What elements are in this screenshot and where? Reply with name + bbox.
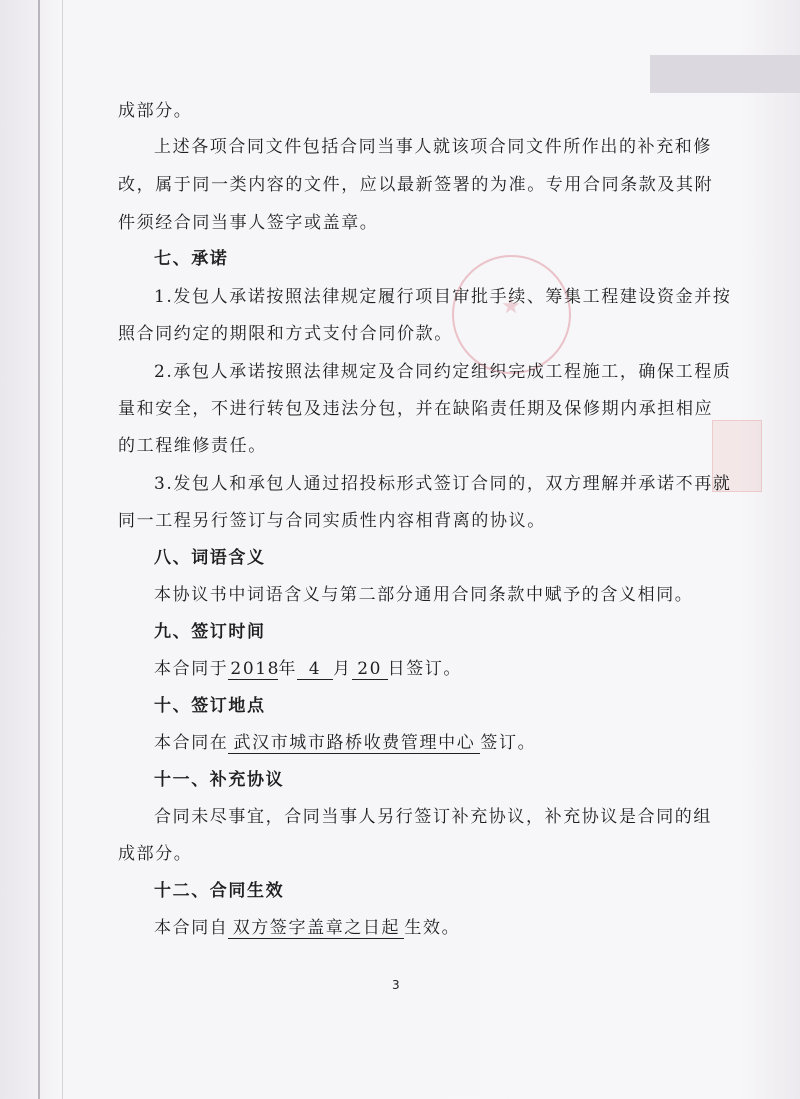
effective-suffix: 生效。 <box>404 918 461 938</box>
sign-place-suffix: 签订。 <box>480 733 537 753</box>
paragraph-line: 2.承包人承诺按照法律规定及合同约定组织完成工程施工，确保工程质 <box>154 362 732 382</box>
section-heading: 七、承诺 <box>154 249 229 269</box>
binding-line <box>38 0 40 1099</box>
page-edge-shadow <box>650 55 800 93</box>
section-heading: 九、签订时间 <box>154 622 266 642</box>
paragraph-line: 同一工程另行签订与合同实质性内容相背离的协议。 <box>118 511 546 531</box>
section-heading: 八、词语含义 <box>154 548 266 568</box>
paragraph-line: 合同未尽事宜，合同当事人另行签订补充协议，补充协议是合同的组 <box>154 807 712 827</box>
paragraph-line: 量和安全，不进行转包及违法分包，并在缺陷责任期及保修期内承担相应 <box>118 399 714 419</box>
sign-time-line <box>154 658 462 680</box>
sign-place-line <box>154 732 536 754</box>
sign-place-prefix: 本合同在 <box>154 733 229 753</box>
paragraph-line: 3.发包人和承包人通过招投标形式签订合同的，双方理解并承诺不再就 <box>154 474 732 494</box>
section-heading: 十、签订地点 <box>154 696 266 716</box>
paragraph-line: 1.发包人承诺按照法律规定履行项目审批手续、筹集工程建设资金并按 <box>154 287 732 307</box>
sign-day-field: 20 <box>352 660 388 680</box>
paragraph-line: 成部分。 <box>118 101 193 121</box>
page-number: 3 <box>392 978 400 992</box>
sign-time-prefix: 本合同于 <box>154 659 229 679</box>
effective-line <box>154 917 460 939</box>
sign-year-field: 2018 <box>230 659 281 679</box>
paragraph-line: 改，属于同一类内容的文件，应以最新签署的为准。专用合同条款及其附 <box>118 175 714 195</box>
seal-stamp-bleedthrough <box>452 255 571 374</box>
sign-place-field: 武汉市城市路桥收费管理中心 <box>228 734 480 754</box>
binding-line-inner <box>62 0 63 1099</box>
year-unit: 年 <box>278 659 298 679</box>
paragraph-line: 件须经合同当事人签字或盖章。 <box>118 213 379 233</box>
effective-prefix: 本合同自 <box>154 918 229 938</box>
sign-month-field: 4 <box>297 660 333 680</box>
paragraph-line: 照合同约定的期限和方式支付合同价款。 <box>118 324 453 344</box>
month-unit: 月 <box>333 659 352 679</box>
paragraph-line: 本协议书中词语含义与第二部分通用合同条款中赋予的含义相同。 <box>154 585 694 605</box>
paragraph-line: 的工程维修责任。 <box>118 436 267 456</box>
section-heading: 十二、合同生效 <box>154 881 285 901</box>
effective-condition-field: 双方签字盖章之日起 <box>228 919 404 939</box>
paragraph-line: 上述各项合同文件包括合同当事人就该项合同文件所作出的补充和修 <box>154 137 712 157</box>
paragraph-line: 成部分。 <box>118 844 193 864</box>
sign-time-suffix: 日签订。 <box>387 659 463 679</box>
section-heading: 十一、补充协议 <box>154 770 285 790</box>
